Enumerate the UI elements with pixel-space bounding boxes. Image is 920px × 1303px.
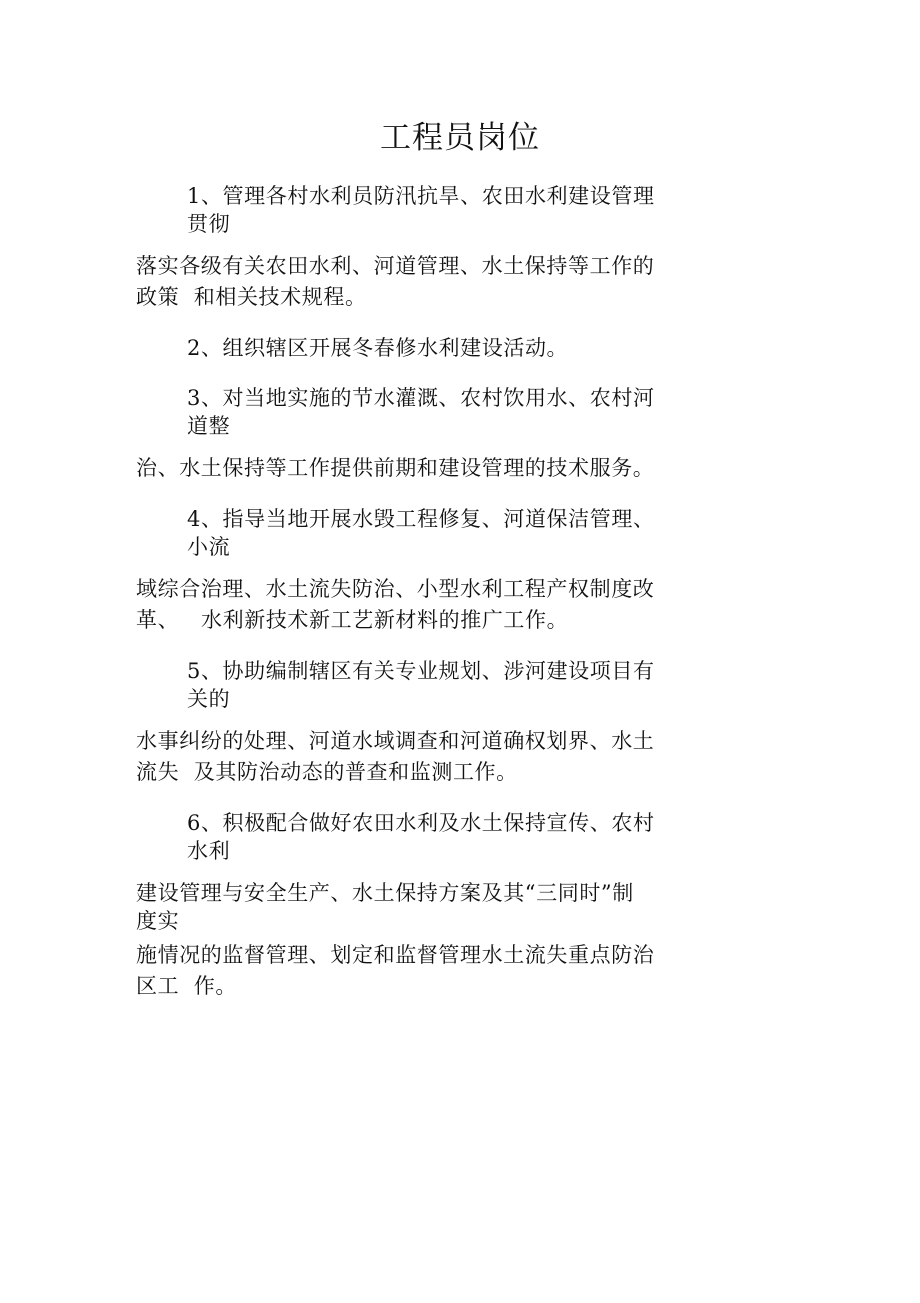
item-5-line-3: 水事纠纷的处理、河道水域调查和河道确权划界、水土 [136,729,655,753]
item-1-line-4: 政策 和相关技术规程。 [136,285,367,309]
item-1-line-1: 1、管理各村水利员防汛抗旱、农田水利建设管理 [187,184,655,208]
item-6-line-1: 6、积极配合做好农田水利及水土保持宣传、农村 [187,811,655,835]
item-5-line-2: 关的 [187,687,231,711]
item-1-line-3: 落实各级有关农田水利、河道管理、水土保持等工作的 [136,254,655,278]
item-4-line-3: 域综合治理、水土流失防治、小型水利工程产权制度改 [136,577,655,601]
item-6-line-3: 建设管理与安全生产、水土保持方案及其“三同时”制 [136,881,634,905]
item-3-line-2: 道整 [187,414,231,438]
document-title: 工程员岗位 [380,120,540,156]
item-6-line-5: 施情况的监督管理、划定和监督管理水土流失重点防治 [136,943,655,967]
item-4-line-2: 小流 [187,535,231,559]
item-3-line-3: 治、水土保持等工作提供前期和建设管理的技术服务。 [136,456,655,480]
item-5-line-1: 5、协助编制辖区有关专业规划、涉河建设项目有 [187,659,655,683]
item-4-line-1: 4、指导当地开展水毁工程修复、河道保洁管理、 [187,507,655,531]
item-3-line-1: 3、对当地实施的节水灌溉、农村饮用水、农村河 [187,386,655,410]
item-4-line-4: 革、 水利新技术新工艺新材料的推广工作。 [136,608,569,632]
item-6-line-4: 度实 [136,909,180,933]
item-5-line-4: 流失 及其防治动态的普查和监测工作。 [136,760,518,784]
item-6-line-6: 区工 作。 [136,974,237,998]
item-6-line-2: 水利 [187,839,231,863]
item-1-line-2: 贯彻 [187,212,231,236]
item-2-line-1: 2、组织辖区开展冬春修水利建设活动。 [187,336,569,360]
